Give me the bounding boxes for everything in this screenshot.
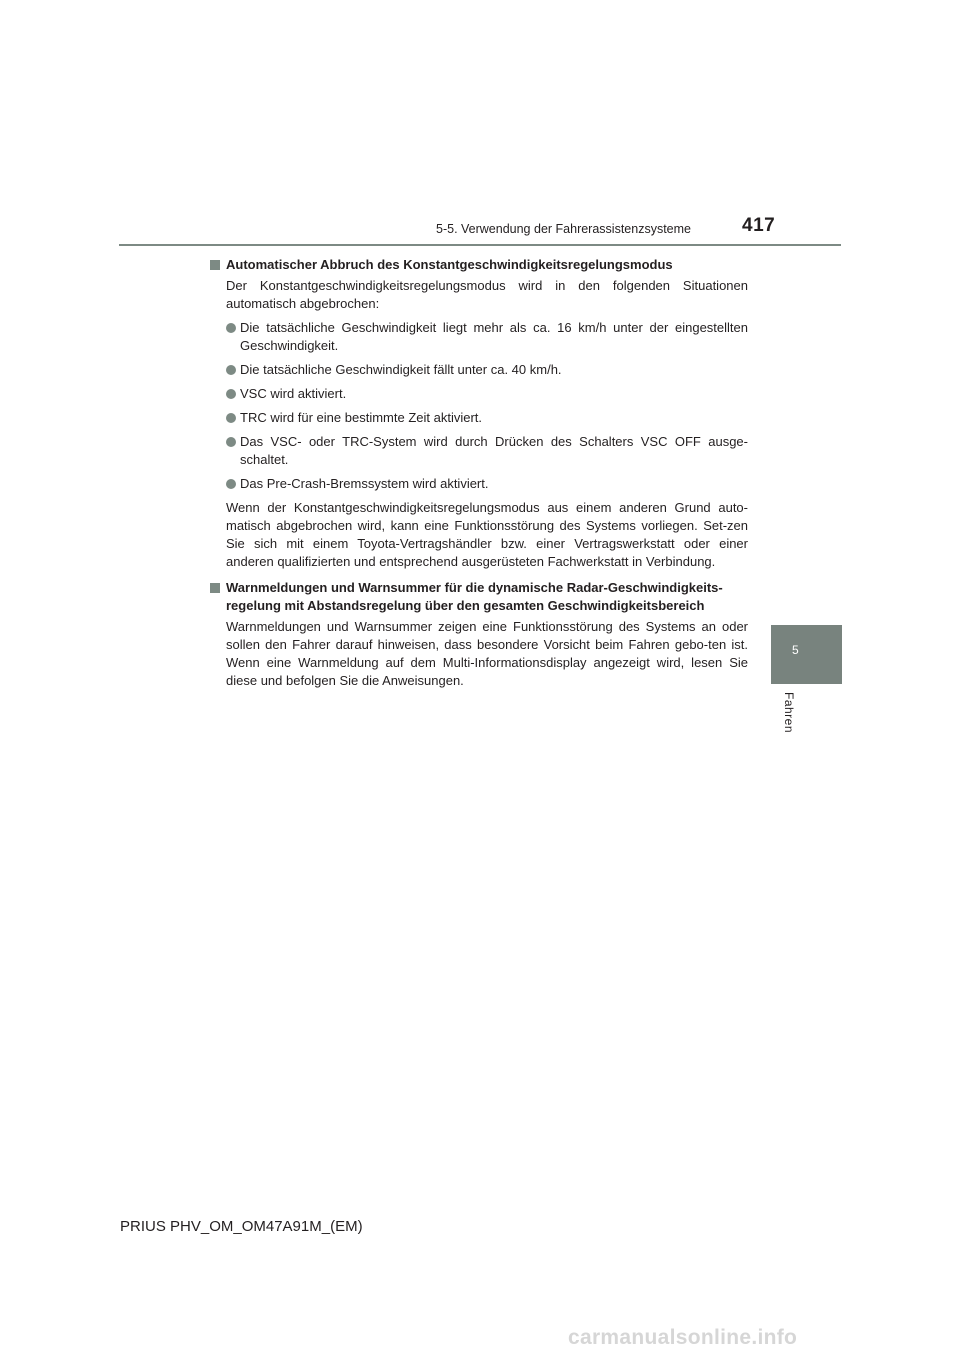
chapter-tab[interactable]: [771, 625, 842, 684]
list-item: [210, 385, 748, 403]
list-item: [210, 319, 748, 355]
paragraph: Wenn der Konstantgeschwindigkeitsregelungsmodus aus einem anderen Grund auto-matisch abgebrochen wird, kann eine Funktionsstörung des Systems vorliegen. Set-zen Sie sich mit einem Toyota-Vertragshändler bzw. einer Vertragswerkstatt oder einer anderen qualifizierten und entsprechend ausgerüsteten Fachwerkstatt in Verbindung.: [226, 500, 748, 569]
running-header-section: 5-5. Verwendung der Fahrerassistenzsysteme: [436, 222, 691, 236]
chapter-tab-label: Fahren: [782, 692, 796, 734]
watermark: carmanualsonline.info: [568, 1326, 798, 1349]
list-item-text: Die tatsächliche Geschwindigkeit liegt mehr als ca. 16 km/h unter der eingestellten Geschwindigkeit.: [240, 320, 748, 353]
paragraph: Warnmeldungen und Warnsummer zeigen eine Funktionsstörung des Systems an oder sollen den Fahrer darauf hinweisen, dass besondere Vorsicht beim Fahren gebo-ten ist. Wenn eine Warnmeldung auf dem Multi-Informationsdisplay angezeigt wird, lesen Sie diese und befolgen Sie die Anweisungen.: [226, 619, 748, 688]
main-content: [210, 256, 748, 696]
circle-bullet-icon: [226, 437, 236, 447]
section-heading: [210, 256, 748, 274]
list-item-text: VSC wird aktiviert.: [240, 386, 347, 401]
circle-bullet-icon: [226, 323, 236, 333]
list-item: [210, 433, 748, 469]
header-rule: [119, 244, 841, 246]
circle-bullet-icon: [226, 365, 236, 375]
square-bullet-icon: [210, 583, 220, 593]
section-heading-text: Warnmeldungen und Warnsummer für die dynamische Radar-Geschwindigkeits-regelung mit Abstandsregelung über den gesamten Geschwindigkeitsbereich: [226, 580, 723, 613]
list-item-text: Das VSC- oder TRC-System wird durch Drücken des Schalters VSC OFF ausge-schaltet.: [240, 434, 748, 467]
section-heading-text: Automatischer Abbruch des Konstantgeschwindigkeitsregelungsmodus: [226, 257, 673, 272]
circle-bullet-icon: [226, 479, 236, 489]
section-heading: [210, 579, 748, 615]
square-bullet-icon: [210, 260, 220, 270]
footer-doc-code: PRIUS PHV_OM_OM47A91M_(EM): [120, 1218, 363, 1235]
list-item-text: Die tatsächliche Geschwindigkeit fällt unter ca. 40 km/h.: [240, 362, 562, 377]
list-item: [210, 361, 748, 379]
list-item: [210, 409, 748, 427]
list-item-text: TRC wird für eine bestimmte Zeit aktiviert.: [240, 410, 483, 425]
page-number: 417: [742, 215, 776, 236]
list-item: [210, 475, 748, 493]
paragraph: Der Konstantgeschwindigkeitsregelungsmodus wird in den folgenden Situationen automatisch abgebrochen:: [226, 278, 748, 311]
chapter-tab-number: 5: [792, 643, 799, 657]
list-item-text: Das Pre-Crash-Bremssystem wird aktiviert.: [240, 476, 489, 491]
circle-bullet-icon: [226, 389, 236, 399]
circle-bullet-icon: [226, 413, 236, 423]
